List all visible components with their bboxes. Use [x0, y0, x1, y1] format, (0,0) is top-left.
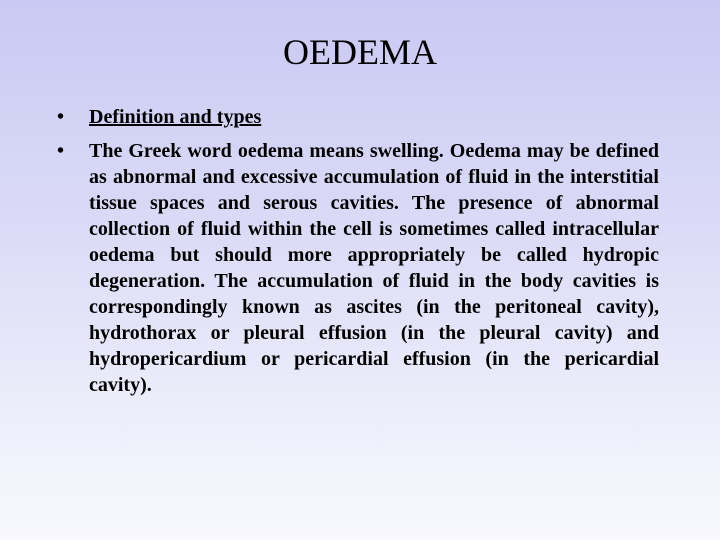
slide-title: OEDEMA: [283, 32, 437, 72]
section-heading: Definition and types: [89, 106, 262, 128]
bullet-list: [57, 104, 659, 406]
bullet-item-definition-body: [57, 138, 659, 398]
bullet-dot-icon: •: [57, 106, 65, 128]
bullet-dot-icon: •: [57, 140, 65, 162]
definition-paragraph: The Greek word oedema means swelling. Oedema may be defined as abnormal and excessive accumulation of fluid in the interstitial tissue spaces and serous cavities. The presence of abnormal collection of fluid within the cell is sometimes called intracellular oedema but should more appropriately be called hydropic degeneration. The accumulation of fluid in the body cavities is correspondingly known as ascites (in the peritoneal cavity), hydrothorax or pleural effusion (in the pleural cavity) and hydropericardium or pericardial effusion (in the pericardial cavity).: [89, 140, 659, 396]
bullet-item-definition-heading: [57, 104, 659, 130]
